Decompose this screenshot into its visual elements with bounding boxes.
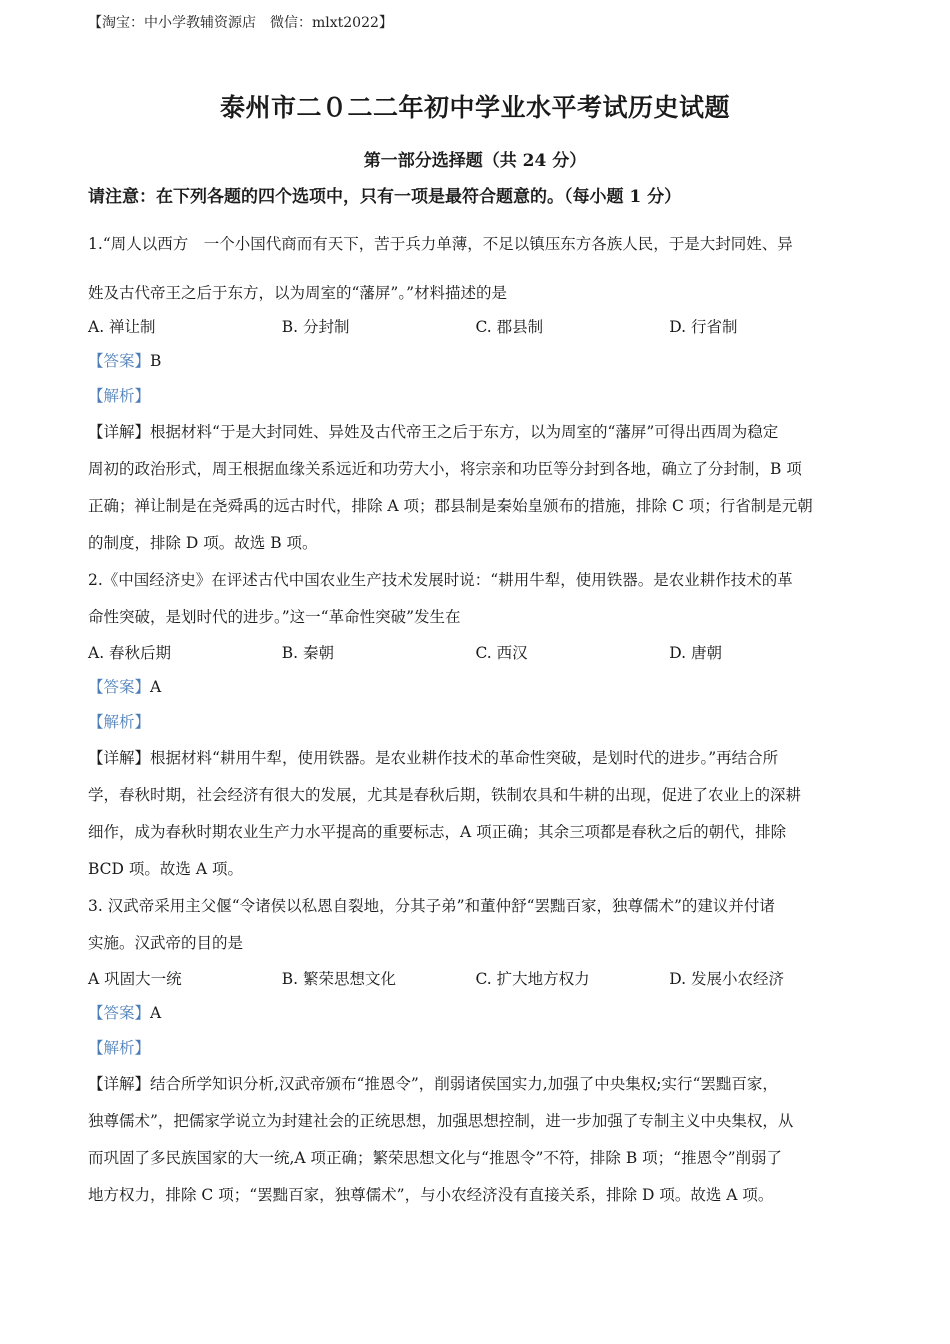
option-a: A. 禅让制 (88, 318, 156, 336)
detail-label: 【详解】 (88, 423, 151, 441)
detail-line: 学，春秋时期，社会经济有很大的发展，尤其是春秋后期，铁制农具和牛耕的出现，促进了农业上的深耕 (88, 786, 802, 804)
question-3 (88, 888, 863, 1214)
option-b: B. 分封制 (281, 318, 350, 336)
option-c: C. 西汉 (475, 644, 528, 662)
analysis-row (88, 379, 863, 414)
option-a: A 巩固大一统 (88, 970, 182, 988)
answer-value: B (150, 352, 162, 370)
detail-line (88, 414, 863, 451)
answer-value: A (150, 678, 162, 696)
analysis-label: 【解析】 (88, 387, 151, 405)
instructions-notice: 请注意：在下列各题的四个选项中，只有一项是最符合题意的。（每小题 1 分） (88, 187, 682, 207)
question-stem-line: 1.“周人以西方 一个小国代商而有天下，苦于兵力单薄，不足以镇压东方各族人民，于是大封同姓、异 (88, 235, 793, 253)
option-d: D. 发展小农经济 (669, 970, 784, 988)
detail-line: 细作，成为春秋时期农业生产力水平提高的重要标志，A 项正确；其余三项都是春秋之后的朝代，排除 (88, 823, 787, 841)
option-b: B. 秦朝 (281, 644, 334, 662)
question-stem-line: 2.《中国经济史》在评述古代中国农业生产技术发展时说：“耕用牛犁，使用铁器。是农业耕作技术的革 (88, 571, 793, 589)
detail-line: 独尊儒术”，把儒家学说立为封建社会的正统思想，加强思想控制，进一步加强了专制主义中央集权，从 (88, 1112, 794, 1130)
question-stem-line: 姓及古代帝王之后于东方，以为周室的“藩屏”。”材料描述的是 (88, 284, 508, 302)
detail-line: 正确；禅让制是在尧舜禹的远古时代，排除 A 项；郡县制是秦始皇颁布的措施，排除 C 项；行省制是元朝 (88, 497, 813, 515)
option-d: D. 唐朝 (669, 644, 722, 662)
answer-row (88, 996, 863, 1031)
option-a: A. 春秋后期 (88, 644, 172, 662)
analysis-label: 【解析】 (88, 1039, 151, 1057)
detail-line: 的制度，排除 D 项。故选 B 项。 (88, 534, 318, 552)
detail-text: 根据材料“于是大封同姓、异姓及古代帝王之后于东方，以为周室的“藩屏”可得出西周为稳定 (150, 423, 779, 441)
option-row (88, 962, 863, 996)
answer-row (88, 344, 863, 379)
option-row (88, 636, 863, 670)
option-c: C. 郡县制 (475, 318, 544, 336)
detail-label: 【详解】 (88, 1075, 151, 1093)
questions-container (88, 226, 863, 1214)
page-title: 泰州市二０二二年初中学业水平考试历史试题 (219, 93, 730, 122)
detail-line: 地方权力，排除 C 项；“罢黜百家，独尊儒术”，与小农经济没有直接关系，排除 D 项。故选 A 项。 (88, 1186, 774, 1204)
detail-label: 【详解】 (88, 749, 151, 767)
detail-line (88, 1066, 863, 1103)
question-stem-line: 3. 汉武帝采用主父偃“令诸侯以私恩自裂地，分其子弟”和董仲舒“罢黜百家，独尊儒术”的建议并付诸 (88, 897, 775, 915)
detail-line: BCD 项。故选 A 项。 (88, 860, 243, 878)
option-d: D. 行省制 (669, 318, 738, 336)
section-subtitle: 第一部分选择题（共 24 分） (363, 151, 587, 171)
answer-value: A (150, 1004, 162, 1022)
detail-line (88, 740, 863, 777)
analysis-row (88, 1031, 863, 1066)
analysis-label: 【解析】 (88, 713, 151, 731)
question-1 (88, 226, 863, 562)
answer-row (88, 670, 863, 705)
answer-label: 【答案】 (88, 1004, 151, 1022)
option-b: B. 繁荣思想文化 (281, 970, 396, 988)
detail-text: 结合所学知识分析,汉武帝颁布“推恩令”，削弱诸侯国实力,加强了中央集权;实行“罢黜百家， (150, 1075, 778, 1093)
question-stem-line: 命性突破，是划时代的进步。”这一“革命性突破”发生在 (88, 608, 461, 626)
option-c: C. 扩大地方权力 (475, 970, 590, 988)
question-stem-line: 实施。汉武帝的目的是 (88, 934, 244, 952)
analysis-row (88, 705, 863, 740)
answer-label: 【答案】 (88, 352, 151, 370)
detail-line: 周初的政治形式，周王根据血缘关系远近和功劳大小，将宗亲和功臣等分封到各地，确立了分封制，B 项 (88, 460, 802, 478)
question-2 (88, 562, 863, 888)
detail-text: 根据材料“耕用牛犁，使用铁器。是农业耕作技术的革命性突破，是划时代的进步。”再结合所 (150, 749, 779, 767)
header-note: 【淘宝：中小学教辅资源店 微信：mlxt2022】 (88, 15, 393, 31)
answer-label: 【答案】 (88, 678, 151, 696)
detail-line: 而巩固了多民族国家的大一统,A 项正确；繁荣思想文化与“推恩令”不符，排除 B 项；“推恩令”削弱了 (88, 1149, 782, 1167)
option-row (88, 310, 863, 344)
